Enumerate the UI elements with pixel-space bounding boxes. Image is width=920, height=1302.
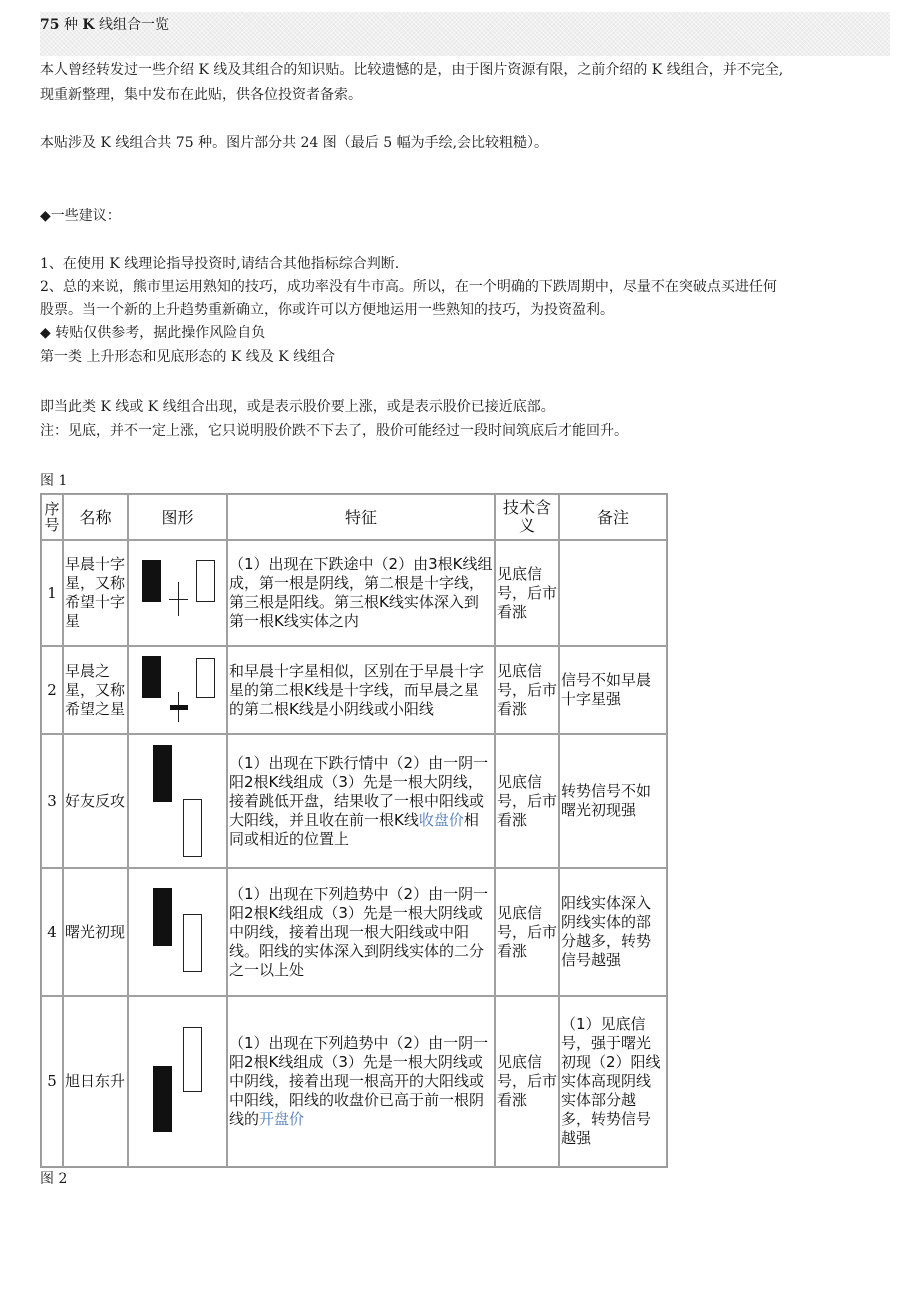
morning-doji-star-icon [129,541,226,645]
note-text: （1）见底信号，强于曙光 初现（2）阳线实体高现阴线实体部分越多，转势信号越强 [559,996,667,1167]
header-no: 序号 [41,494,63,540]
meaning-text: 见底信号，后市看涨 [495,540,559,646]
row-number: 3 [41,734,63,868]
feature-text: 和早晨十字星相似，区别在于早晨十字星的第二根K线是十字线，而早晨之星的第二根K线是小阴线或小阳线 [227,646,495,734]
piercing-line-icon [129,869,226,995]
note-text: 转势信号不如曙光初现强 [559,734,667,868]
row-number: 1 [41,540,63,646]
table-row [41,996,667,1167]
header-note: 备注 [559,494,667,540]
header-meaning: 技术含义 [495,494,559,540]
advice-heading: ◆一些建议： [40,208,121,224]
pattern-name: 好友反攻 [63,734,128,868]
category-note: 注：见底，并不一定上涨，它只说明股价跌不下去了，股价可能经过一段时间筑底后才能回升。 [40,423,628,439]
figure-cell [128,646,227,734]
header-feature: 特征 [227,494,495,540]
intro-line-2: 现重新整理，集中发布在此贴，供各位投资者备索。 [40,87,362,103]
table-header-row [41,494,667,540]
header-name: 名称 [63,494,128,540]
intro-line-1: 本人曾经转发过一些介绍 K 线及其组合的知识贴。比较遗憾的是，由于图片资源有限，之前介绍的 K 线组合，并不完全, [40,62,784,78]
meaning-text: 见底信号，后市看涨 [495,734,559,868]
table-row [41,734,667,868]
table-row [41,540,667,646]
advice-item-1: 1、在使用 K 线理论指导投资时,请结合其他指标综合判断. [40,256,400,272]
meaning-text: 见底信号，后市看涨 [495,868,559,996]
kline-table [40,493,668,1168]
pattern-name: 曙光初现 [63,868,128,996]
row-number: 5 [41,996,63,1167]
advice-item-2-line-2: 股票。当一个新的上升趋势重新确立，你或许可以方便地运用一些熟知的技巧，为投资盈利。 [40,302,614,318]
note-text: 阳线实体深入阴线实体的部分越多，转势信号越强 [559,868,667,996]
figure-2-caption: 图 2 [40,1171,68,1187]
opening-price-link[interactable]: 开盘价 [259,1110,305,1128]
figure-1-caption: 图 1 [40,473,68,489]
figure-cell [128,996,227,1167]
table-row [41,646,667,734]
feature-text: （1）出现在下列趋势中（2）由一阴一阳2根K线组成（3）先是一根大阴线或中阴线，接着出现一根大阳线或中阳线。阳线的实体深入到阴线实体的二分之一以上处 [227,868,495,996]
feature-text: （1）出现在下跌行情中（2）由一阴一阳2根K线组成（3）先是一根大阴线，接着跳低开盘，结果收了一根中阳线或大阳线，并且收在前一根K线收盘价相同或相近的位置上 [227,734,495,868]
table-row [41,868,667,996]
feature-text: （1）出现在下跌途中（2）由3根K线组成，第一根是阴线，第二根是十字线，第三根是阳线。第三根K线实体深入到第一根K线实体之内 [227,540,495,646]
morning-star-icon [129,647,226,733]
figure-cell [128,868,227,996]
meaning-text: 见底信号，后市看涨 [495,646,559,734]
category-heading: 第一类 上升形态和见底形态的 K 线及 K 线组合 [40,349,336,365]
pattern-name: 早晨之星，又称希望之星 [63,646,128,734]
rising-sun-icon [129,997,226,1166]
advice-item-2-line-1: 2、总的来说，熊市里运用熟知的技巧，成功率没有牛市高。所以，在一个明确的下跌周期中，尽量不在突破点买进任何 [40,279,777,295]
pattern-name: 早晨十字星，又称希望十字星 [63,540,128,646]
row-number: 4 [41,868,63,996]
page-title: 75 种 K 线组合一览 [40,17,170,33]
bullish-counterattack-icon [129,735,226,867]
header-figure: 图形 [128,494,227,540]
closing-price-link[interactable]: 收盘价 [418,810,464,829]
disclaimer: ◆ 转贴仅供参考，据此操作风险自负 [40,325,266,341]
figure-cell [128,540,227,646]
feature-text: （1）出现在下列趋势中（2）由一阴一阳2根K线组成（3）先是一根大阴线或中阴线，接着出现一根高开的大阳线或中阳线，阳线的收盘价已高于前一根阴线的开盘价 [227,996,495,1167]
category-description: 即当此类 K 线或 K 线组合出现，或是表示股价要上涨，或是表示股价已接近底部。 [40,399,555,415]
note-text [559,540,667,646]
meaning-text: 见底信号，后市看涨 [495,996,559,1167]
scope-text: 本贴涉及 K 线组合共 75 种。图片部分共 24 图（最后 5 幅为手绘,会比较粗糙）。 [40,135,549,151]
figure-cell [128,734,227,868]
pattern-name: 旭日东升 [63,996,128,1167]
row-number: 2 [41,646,63,734]
note-text: 信号不如早晨十字星强 [559,646,667,734]
